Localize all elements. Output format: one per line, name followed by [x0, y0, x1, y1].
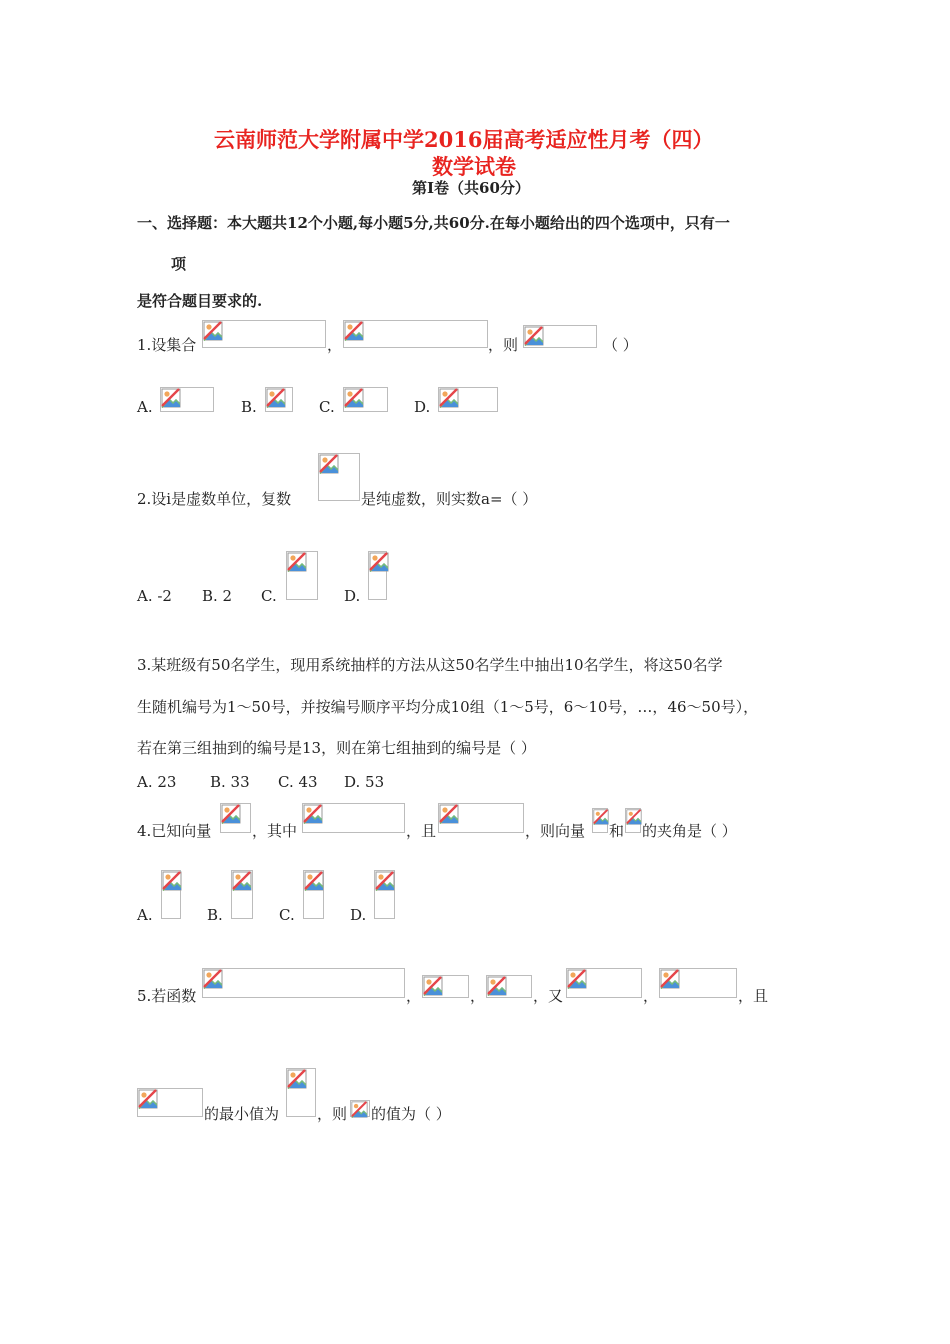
- broken-image-icon: [344, 321, 364, 341]
- broken-image-icon: [423, 976, 443, 996]
- q3-line-3: 若在第三组抽到的编号是13，则在第七组抽到的编号是（ ）: [137, 739, 536, 757]
- broken-image-icon: [319, 454, 339, 474]
- q2-option-a: A. -2: [137, 587, 172, 605]
- q5-text-and: ，且: [738, 987, 769, 1005]
- q5-text-then: ，则: [317, 1105, 348, 1123]
- q4-option-a-image: [161, 870, 181, 919]
- page-title: 云南师范大学附属中学2016届高考适应性月考（四）: [214, 127, 714, 152]
- q4-prefix: 4.已知向量: [137, 822, 212, 840]
- q3-line-1: 3.某班级有50名学生，现用系统抽样的方法从这50名学生中抽出10名学生，将这50名学: [137, 656, 723, 674]
- q4-vector-b-image: [625, 808, 641, 833]
- q4-equation-image: [438, 803, 524, 833]
- q5-function-image: [202, 968, 405, 998]
- q1-prefix: 1.设集合: [137, 336, 197, 354]
- q1-comma-2: ，则: [488, 336, 519, 354]
- page-subtitle: 数学试卷: [432, 154, 516, 179]
- q1-option-b-label: B.: [241, 398, 257, 416]
- q4-option-b-label: B.: [207, 906, 223, 924]
- broken-image-icon: [138, 1089, 158, 1109]
- q4-vector-a-image: [592, 808, 608, 833]
- q4-option-c-label: C.: [279, 906, 295, 924]
- q1-option-c-label: C.: [319, 398, 335, 416]
- q5-condition-1-image: [566, 968, 642, 998]
- q5-prefix: 5.若函数: [137, 987, 197, 1005]
- broken-image-icon: [232, 871, 252, 891]
- q4-text-2: ，且: [406, 822, 437, 840]
- broken-image-icon: [369, 552, 389, 572]
- broken-image-icon: [375, 871, 395, 891]
- q1-option-c-image: [343, 387, 388, 412]
- q5-param-1-image: [422, 975, 469, 998]
- q5-param-2-image: [486, 975, 532, 998]
- q5-comma-2: ，: [470, 987, 486, 1005]
- q5-comma-4: ，: [643, 987, 659, 1005]
- q3-option-d: D. 53: [344, 773, 385, 791]
- broken-image-icon: [593, 809, 609, 825]
- q3-option-a: A. 23: [137, 773, 177, 791]
- broken-image-icon: [439, 804, 459, 824]
- q4-option-c-image: [303, 870, 324, 919]
- q2-prefix: 2.设i是虚数单位，复数: [137, 490, 292, 508]
- broken-image-icon: [287, 552, 307, 572]
- q4-option-d-image: [374, 870, 395, 919]
- q1-option-a-image: [160, 387, 214, 412]
- q2-suffix: 是纯虚数，则实数a=（ ）: [361, 490, 538, 508]
- q5-expression-image: [137, 1088, 203, 1117]
- q2-option-b: B. 2: [202, 587, 233, 605]
- part-heading: 第Ⅰ卷（共60分）: [412, 179, 530, 197]
- q4-text-1: ，其中: [252, 822, 298, 840]
- q5-condition-2-image: [659, 968, 737, 998]
- q3-option-b: B. 33: [210, 773, 250, 791]
- q2-option-c-label: C.: [261, 587, 277, 605]
- broken-image-icon: [344, 388, 364, 408]
- q5-text-value: 的值为（ ）: [371, 1105, 451, 1123]
- broken-image-icon: [487, 976, 507, 996]
- q2-option-d-image: [368, 551, 387, 600]
- q4-condition-image: [302, 803, 405, 833]
- broken-image-icon: [162, 871, 182, 891]
- q3-line-2: 生随机编号为1～50号，并按编号顺序平均分成10组（1～5号，6～10号，…，46～50号），: [137, 698, 759, 716]
- q4-vector-image: [220, 803, 251, 833]
- q5-comma-1: ，: [406, 987, 422, 1005]
- q2-complex-image: [318, 453, 360, 501]
- q2-option-d-label: D.: [344, 587, 361, 605]
- broken-image-icon: [660, 969, 680, 989]
- q5-min-value-image: [286, 1068, 316, 1117]
- q4-option-a-label: A.: [137, 906, 153, 924]
- section-instructions: 一、选择题：本大题共12个小题,每小题5分,共60分.在每小题给出的四个选项中，只有一: [137, 214, 730, 232]
- section-instructions-end: 是符合题目要求的.: [137, 292, 263, 310]
- broken-image-icon: [203, 969, 223, 989]
- broken-image-icon: [161, 388, 181, 408]
- q3-option-c: C. 43: [278, 773, 318, 791]
- q1-option-d-label: D.: [414, 398, 431, 416]
- q5-text-min: 的最小值为: [204, 1105, 280, 1123]
- broken-image-icon: [524, 326, 544, 346]
- broken-image-icon: [287, 1069, 307, 1089]
- q1-comma-1: ，: [327, 336, 343, 354]
- broken-image-icon: [351, 1101, 368, 1118]
- q4-option-d-label: D.: [350, 906, 367, 924]
- broken-image-icon: [203, 321, 223, 341]
- section-instructions-cont: 项: [171, 255, 187, 273]
- q5-text-again: ，又: [533, 987, 564, 1005]
- broken-image-icon: [439, 388, 459, 408]
- broken-image-icon: [221, 804, 241, 824]
- q1-option-b-image: [265, 387, 293, 412]
- broken-image-icon: [567, 969, 587, 989]
- q2-option-c-image: [286, 551, 318, 600]
- q1-set-b-image: [343, 320, 488, 348]
- q1-option-d-image: [438, 387, 498, 412]
- q1-answer-paren: （ ）: [603, 336, 638, 354]
- q1-option-a-label: A.: [137, 398, 153, 416]
- q4-text-4: 和: [609, 822, 625, 840]
- q4-option-b-image: [231, 870, 253, 919]
- q5-omega-image: [350, 1100, 370, 1117]
- broken-image-icon: [304, 871, 324, 891]
- broken-image-icon: [303, 804, 323, 824]
- q1-set-a-image: [202, 320, 326, 348]
- q1-expression-image: [523, 325, 597, 348]
- q4-text-5: 的夹角是（ ）: [642, 822, 737, 840]
- broken-image-icon: [626, 809, 642, 825]
- broken-image-icon: [266, 388, 286, 408]
- q4-text-3: ，则向量: [525, 822, 586, 840]
